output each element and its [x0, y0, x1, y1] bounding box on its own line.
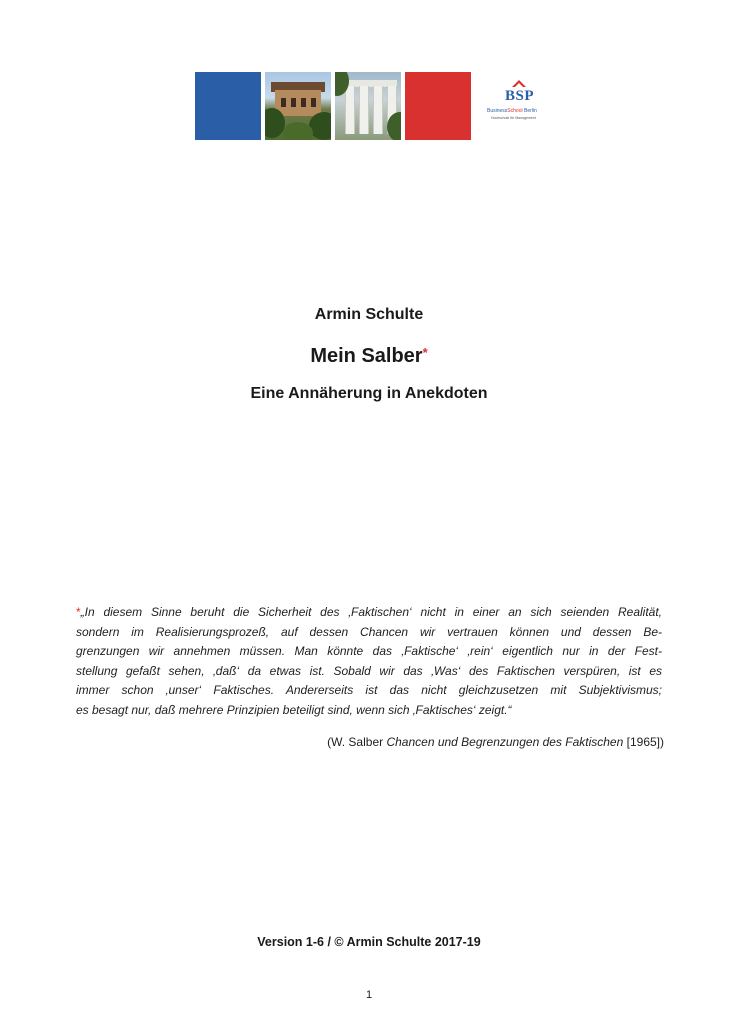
footnote-marker: *	[76, 605, 81, 619]
epigraph-quote	[76, 603, 662, 720]
quote-line: *„In diesem Sinne beruht die Sicherheit des ‚Faktischen‘ nicht in einer an sich seienden Realität,	[76, 605, 662, 619]
logo-school-name: BusinessSchool Berlin	[487, 108, 537, 114]
columns-photo	[335, 72, 401, 140]
version-copyright: Version 1-6 / © Armin Schulte 2017-19	[257, 935, 481, 949]
quote-citation: (W. Salber Chancen und Begrenzungen des Faktischen [1965])	[327, 735, 664, 749]
red-color-tile	[405, 72, 471, 140]
quote-line: sondern im Realisierungsprozeß, auf dessen Chancen wir vertrauen können und dessen Be-	[76, 624, 662, 639]
blue-color-tile	[195, 72, 261, 140]
document-title	[0, 345, 738, 368]
header-banner	[195, 72, 575, 144]
logo-tagline: Hochschule für Management	[491, 116, 536, 120]
quote-line: es besagt nur, daß mehrere Prinzipien beteiligt sind, wenn sich ‚Faktisches‘ zeigt.“	[76, 702, 512, 717]
quote-line: immer schon ‚unser‘ Faktisches. Andererseits ist das nicht gleichzusetzen mit Subjektivismus;	[76, 683, 662, 697]
house-roof-icon	[511, 78, 527, 88]
document-subtitle: Eine Annäherung in Anekdoten	[250, 385, 488, 402]
logo-wordmark: BSP	[505, 88, 535, 104]
school-logo	[481, 72, 571, 140]
quote-line: grenzungen wir annehmen müssen. Man könnte das ‚Faktische‘ ‚rein‘ eigentlich nur in der Fest-	[76, 644, 662, 658]
quote-line: stellung gefaßt sehen, ‚daß‘ da etwas ist. Sobald wir das ‚Was‘ des Faktischen verspüren, ist es	[76, 663, 662, 678]
title-text: Mein Salber	[310, 345, 423, 367]
author-name: Armin Schulte	[314, 306, 424, 323]
building-photo	[265, 72, 331, 140]
page-number: 1	[365, 989, 373, 1001]
footnote-marker: *	[422, 345, 428, 360]
